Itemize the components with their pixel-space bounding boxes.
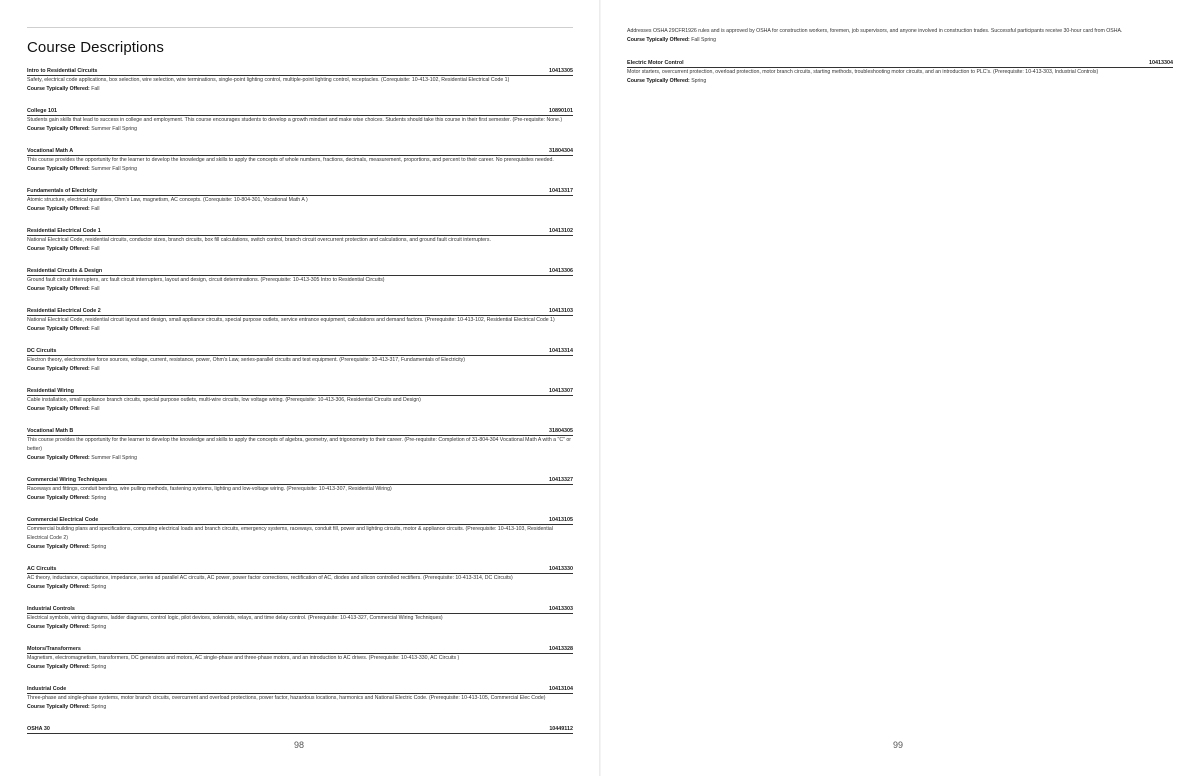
course-header (27, 645, 573, 654)
course-offered (627, 36, 1173, 45)
course-description: Students gain skills that lead to success in college and employment. This course encourages students to develop a growth mindset and make wise choices. Students should take this course in their first semester. (Pre-requisite: None.) (27, 117, 563, 123)
course-description: Raceways and fittings, conduit bending, wire pulling methods, fastening systems, lighting and low-voltage wiring. (Prerequisite: 10-413-307, Residential Wiring) (27, 486, 392, 492)
course-name: Vocational Math B (27, 428, 74, 434)
course-name: Intro to Residential Circuits (27, 68, 98, 74)
course-header (27, 387, 573, 396)
course-code: 10413303 (549, 606, 573, 612)
course-entry (27, 645, 573, 672)
course-code: 10413330 (549, 566, 573, 572)
top-rule (27, 27, 573, 28)
course-header (27, 267, 573, 276)
offered-value: Fall (91, 86, 100, 92)
course-code: 10413327 (549, 477, 573, 483)
offered-value: Spring (91, 664, 107, 670)
offered-value: Fall (91, 246, 100, 252)
course-header (27, 516, 573, 525)
course-name: Residential Circuits & Design (27, 268, 103, 274)
offered-value: Summer Fall Spring (91, 126, 138, 132)
offered-label: Course Typically Offered: (27, 286, 90, 292)
course-entry (27, 387, 573, 414)
offered-label: Course Typically Offered: (27, 126, 90, 132)
continued-course (627, 27, 1173, 45)
course-entry (27, 347, 573, 374)
course-offered (27, 85, 573, 94)
page-number-right: 99 (893, 740, 904, 750)
offered-value: Fall Spring (691, 37, 716, 43)
course-description: National Electrical Code, residential circuit layout and design, small appliance circuits, special purpose outlets, service entrance equipment, calculations and demand factors. (Prerequisite: 10-413-102, Residential Electrical Code 1) (27, 317, 555, 323)
offered-label: Course Typically Offered: (27, 544, 90, 550)
course-name: Residential Electrical Code 2 (27, 308, 101, 314)
offered-value: Spring (91, 624, 107, 630)
course-name: Residential Electrical Code 1 (27, 228, 101, 234)
course-code: 31804304 (549, 148, 573, 154)
course-offered (27, 494, 573, 503)
course-offered (27, 703, 573, 712)
page-number-left: 98 (294, 740, 305, 750)
offered-label: Course Typically Offered: (627, 37, 690, 43)
course-offered (27, 125, 573, 134)
course-description: Motor starters, overcurrent protection, overload protection, motor branch circuits, starting methods, troubleshooting motor circuits, and an introduction to PLC's. (Prerequisite: 10-413-303, Industrial Controls) (627, 69, 1099, 75)
course-name: Vocational Math A (27, 148, 74, 154)
course-name: AC Circuits (27, 566, 57, 572)
course-description: National Electrical Code, residential circuits, conductor sizes, branch circuits, box fill calculations, switch control, branch circuit overcurrent protection and calculations, and ground fault circuit interrupters. (27, 237, 491, 243)
course-description: Ground fault circuit interrupters, arc fault circuit interrupters, layout and design, circuit determinations. (Prerequisite: 10-413-305 Intro to Residential Circuits) (27, 277, 385, 283)
course-code: 10449112 (549, 726, 573, 732)
offered-value: Fall (91, 406, 100, 412)
course-entry (27, 725, 573, 734)
offered-label: Course Typically Offered: (27, 206, 90, 212)
offered-label: Course Typically Offered: (27, 584, 90, 590)
course-description: Commercial building plans and specifications, computing electrical loads and branch circuits, emergency systems, raceways, conduit fill, power and lighting circuits, motor & appliance circuits. (Prerequisite: 10-413-103, Residential Electrical Code 2) (27, 526, 553, 541)
course-header (27, 347, 573, 356)
course-entry (27, 107, 573, 134)
course-offered (27, 325, 573, 334)
course-name: Fundamentals of Electricity (27, 188, 98, 194)
course-header (27, 565, 573, 574)
course-name: Industrial Code (27, 686, 67, 692)
offered-value: Summer Fall Spring (91, 455, 138, 461)
course-name: Commercial Wiring Techniques (27, 477, 108, 483)
offered-value: Spring (91, 544, 107, 550)
course-offered (627, 77, 1173, 86)
course-description: Three-phase and single-phase systems, motor branch circuits, overcurrent and overload protections, power factor, hazardous locations, harmonics and National Electric Code. (Prerequisite: 10-413-105, Commercial Elec Code) (27, 695, 546, 701)
offered-value: Spring (91, 704, 107, 710)
course-name: College 101 (27, 108, 57, 114)
course-list-left (27, 67, 573, 747)
course-entry (27, 516, 573, 552)
course-code: 10413305 (549, 68, 573, 74)
course-description: Electron theory, electromotive force sources, voltage, current, resistance, power, Ohm's Law, series-parallel circuits and test equipment. (Prerequisite: 10-413-317, Fundamentals of Electricity) (27, 357, 465, 363)
course-description: This course provides the opportunity for the learner to develop the knowledge and skills to apply the concepts of whole numbers, fractions, decimals, measurement, proportions, and percent to their career. No prerequisites needed. (27, 157, 554, 163)
course-header (27, 307, 573, 316)
course-description: AC theory, inductance, capacitance, impedance, series ad parallel AC circuits, AC power, power factor corrections, rectification of AC, diodes and silicon controlled rectifiers. (Prerequisite: 10-413-314, DC Circuits) (27, 575, 513, 581)
offered-label: Course Typically Offered: (27, 326, 90, 332)
course-name: Industrial Controls (27, 606, 75, 612)
offered-label: Course Typically Offered: (27, 495, 90, 501)
offered-value: Fall (91, 366, 100, 372)
course-code: 10413105 (549, 517, 573, 523)
course-offered (27, 245, 573, 254)
course-description: Magnetism, electromagnetism, transformers, DC generators and motors, AC single-phase and three-phase motors, and an introduction to AC drives. (Prerequisite: 10-413-330, AC Circuits ) (27, 655, 460, 661)
course-entry (27, 476, 573, 503)
course-code: 10413103 (549, 308, 573, 314)
course-header (27, 67, 573, 76)
offered-label: Course Typically Offered: (627, 78, 690, 84)
course-name: Residential Wiring (27, 388, 74, 394)
course-code: 10413307 (549, 388, 573, 394)
offered-label: Course Typically Offered: (27, 86, 90, 92)
course-name: DC Circuits (27, 348, 57, 354)
offered-value: Fall (91, 206, 100, 212)
course-entry (27, 427, 573, 463)
course-description: This course provides the opportunity for the learner to develop the knowledge and skills to apply the concepts of algebra, geometry, and trigonometry to their career. (Pre-requisite: Completion of 31-804-304 Vocational Math A with a "C" or better) (27, 437, 571, 452)
course-offered (27, 583, 573, 592)
offered-label: Course Typically Offered: (27, 366, 90, 372)
course-description: Atomic structure, electrical quantities, Ohm's Law, magnetism, AC concepts. (Corequisite: 10-804-301, Vocational Math A ) (27, 197, 308, 203)
course-entry (27, 227, 573, 254)
course-entry (27, 565, 573, 592)
offered-value: Fall (91, 326, 100, 332)
course-header (27, 605, 573, 614)
course-name: Motors/Transformers (27, 646, 81, 652)
course-entry (27, 187, 573, 214)
course-name: Commercial Electrical Code (27, 517, 99, 523)
course-header (27, 147, 573, 156)
course-list-right (627, 59, 1173, 99)
course-code: 10413104 (549, 686, 573, 692)
offered-label: Course Typically Offered: (27, 664, 90, 670)
offered-label: Course Typically Offered: (27, 455, 90, 461)
course-entry (27, 267, 573, 294)
course-description: Electrical symbols, wiring diagrams, ladder diagrams, control logic, pilot devices, solenoids, relays, and time delay control. (Prerequisite: 10-413-327, Commercial Wiring Techniques) (27, 615, 443, 621)
offered-value: Spring (691, 78, 707, 84)
course-code: 10413328 (549, 646, 573, 652)
offered-value: Summer Fall Spring (91, 166, 138, 172)
course-code: 31804305 (549, 428, 573, 434)
course-code: 10413306 (549, 268, 573, 274)
course-code: 10413314 (549, 348, 573, 354)
course-header (27, 107, 573, 116)
course-description: Safety, electrical code applications, box selection, wire selection, wire terminations, single-point lighting control, multiple-point lighting control, receptacles. (Corequisite: 10-413-102, Residential Electrical Code 1) (27, 77, 510, 83)
page-title: Course Descriptions (27, 39, 164, 56)
course-name: Electric Motor Control (627, 60, 684, 66)
course-code: 10413317 (549, 188, 573, 194)
course-header (27, 227, 573, 236)
course-offered (27, 663, 573, 672)
right-page (600, 0, 1200, 776)
offered-label: Course Typically Offered: (27, 166, 90, 172)
course-header (27, 685, 573, 694)
course-entry (27, 685, 573, 712)
course-offered (27, 165, 573, 174)
course-entry (27, 67, 573, 94)
course-header (27, 725, 573, 734)
offered-value: Spring (91, 495, 107, 501)
course-name: OSHA 30 (27, 726, 50, 732)
course-description: Addresses OSHA 29CFR1926 rules and is approved by OSHA for construction workers, foremen, job supervisors, and anyone involved in construction trades. Successful participants receive 30-hour card from OSHA. (627, 28, 1123, 34)
course-description: Cable installation, small appliance branch circuits, special purpose outlets, multi-wire circuits, low voltage wiring. (Prerequisite: 10-413-306, Residential Circuits and Design) (27, 397, 421, 403)
course-entry (27, 605, 573, 632)
course-header (627, 59, 1173, 68)
course-code: 10890101 (549, 108, 573, 114)
course-header (27, 187, 573, 196)
course-entry (27, 307, 573, 334)
course-code: 10413304 (1149, 60, 1173, 66)
offered-value: Fall (91, 286, 100, 292)
course-offered (27, 365, 573, 374)
course-offered (27, 543, 573, 552)
offered-label: Course Typically Offered: (27, 624, 90, 630)
course-offered (27, 623, 573, 632)
course-code: 10413102 (549, 228, 573, 234)
course-entry (27, 147, 573, 174)
course-offered (27, 454, 573, 463)
course-offered (27, 285, 573, 294)
course-offered (27, 405, 573, 414)
offered-label: Course Typically Offered: (27, 246, 90, 252)
page-gutter (599, 0, 601, 776)
course-header (27, 476, 573, 485)
course-entry (627, 59, 1173, 86)
offered-label: Course Typically Offered: (27, 704, 90, 710)
offered-label: Course Typically Offered: (27, 406, 90, 412)
course-offered (27, 205, 573, 214)
offered-value: Spring (91, 584, 107, 590)
course-header (27, 427, 573, 436)
